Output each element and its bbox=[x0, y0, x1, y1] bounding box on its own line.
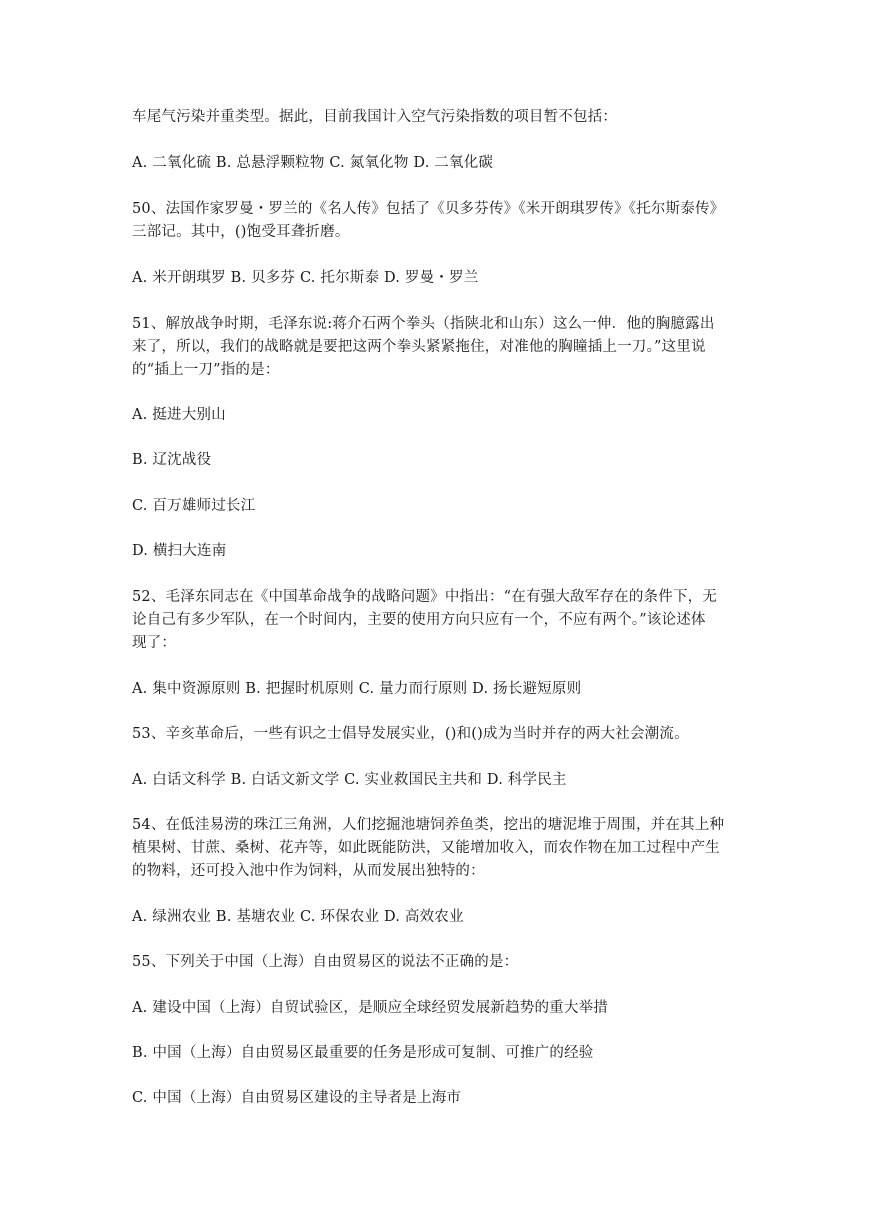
question-49-stem-end: 车尾气污染并重类型。据此，目前我国计入空气污染指数的项目暂不包括： bbox=[132, 109, 618, 125]
question-50-stem-line-2: 三部记。其中，()饱受耳聋折磨。 bbox=[132, 224, 350, 240]
question-55-option-b: B. 中国（上海）自由贸易区最重要的任务是形成可复制、可推广的经验 bbox=[132, 1045, 594, 1061]
question-51-option-d: D. 横扫大连南 bbox=[132, 543, 227, 559]
question-52-stem-line-3: 现了： bbox=[132, 635, 177, 651]
question-49-options: A. 二氧化硫 B. 总悬浮颗粒物 C. 氮氧化物 D. 二氧化碳 bbox=[132, 155, 494, 171]
question-50-options: A. 米开朗琪罗 B. 贝多芬 C. 托尔斯泰 D. 罗曼・罗兰 bbox=[132, 270, 479, 286]
question-55-option-c: C. 中国（上海）自由贸易区建设的主导者是上海市 bbox=[132, 1090, 462, 1106]
question-54-stem-line-1: 54、在低洼易涝的珠江三角洲，人们挖掘池塘饲养鱼类，挖出的塘泥堆于周围，并在其上种 bbox=[132, 817, 725, 833]
question-55-option-a: A. 建设中国（上海）自贸试验区，是顺应全球经贸发展新趋势的重大举措 bbox=[132, 1000, 608, 1016]
question-54-options: A. 绿洲农业 B. 基塘农业 C. 环保农业 D. 高效农业 bbox=[132, 909, 464, 925]
question-51-option-b: B. 辽沈战役 bbox=[132, 452, 212, 468]
question-53-options: A. 白话文科学 B. 白话文新文学 C. 实业救国民主共和 D. 科学民主 bbox=[132, 772, 567, 788]
question-55-stem: 55、下列关于中国（上海）自由贸易区的说法不正确的是： bbox=[132, 954, 519, 970]
question-51-option-a: A. 挺进大别山 bbox=[132, 407, 226, 423]
question-52-stem-line-1: 52、毛泽东同志在《中国革命战争的战略问题》中指出：“在有强大敌军存在的条件下，无 bbox=[132, 589, 718, 605]
question-52-stem-line-2: 论自己有多少军队，在一个时间内，主要的使用方向只应有一个，不应有两个。”该论述体 bbox=[132, 612, 706, 628]
question-54-stem-line-3: 的物料，还可投入池中作为饲料，从而发展出独特的： bbox=[132, 863, 485, 879]
question-50-stem-line-1: 50、法国作家罗曼・罗兰的《名人传》包括了《贝多芬传》《米开朗琪罗传》《托尔斯泰传》 bbox=[132, 201, 725, 217]
question-51-stem-line-2: 来了，所以，我们的战略就是要把这两个拳头紧紧拖住，对准他的胸瞳插上一刀。”这里说 bbox=[132, 339, 706, 355]
question-53-stem: 53、辛亥革命后，一些有识之士倡导发展实业，()和()成为当时并存的两大社会潮流。 bbox=[132, 726, 689, 742]
question-54-stem-line-2: 植果树、甘蔗、桑树、花卉等，如此既能防洪，又能增加收入，而农作物在加工过程中产生 bbox=[132, 840, 720, 856]
question-51-stem-line-3: 的“插上一刀”指的是： bbox=[132, 362, 280, 378]
question-51-stem-line-1: 51、解放战争时期，毛泽东说:蒋介石两个拳头（指陕北和山东）这么一伸．他的胸臆露出 bbox=[132, 316, 715, 332]
question-52-options: A. 集中资源原则 B. 把握时机原则 C. 量力而行原则 D. 扬长避短原则 bbox=[132, 681, 582, 697]
question-51-option-c: C. 百万雄师过长江 bbox=[132, 498, 256, 514]
